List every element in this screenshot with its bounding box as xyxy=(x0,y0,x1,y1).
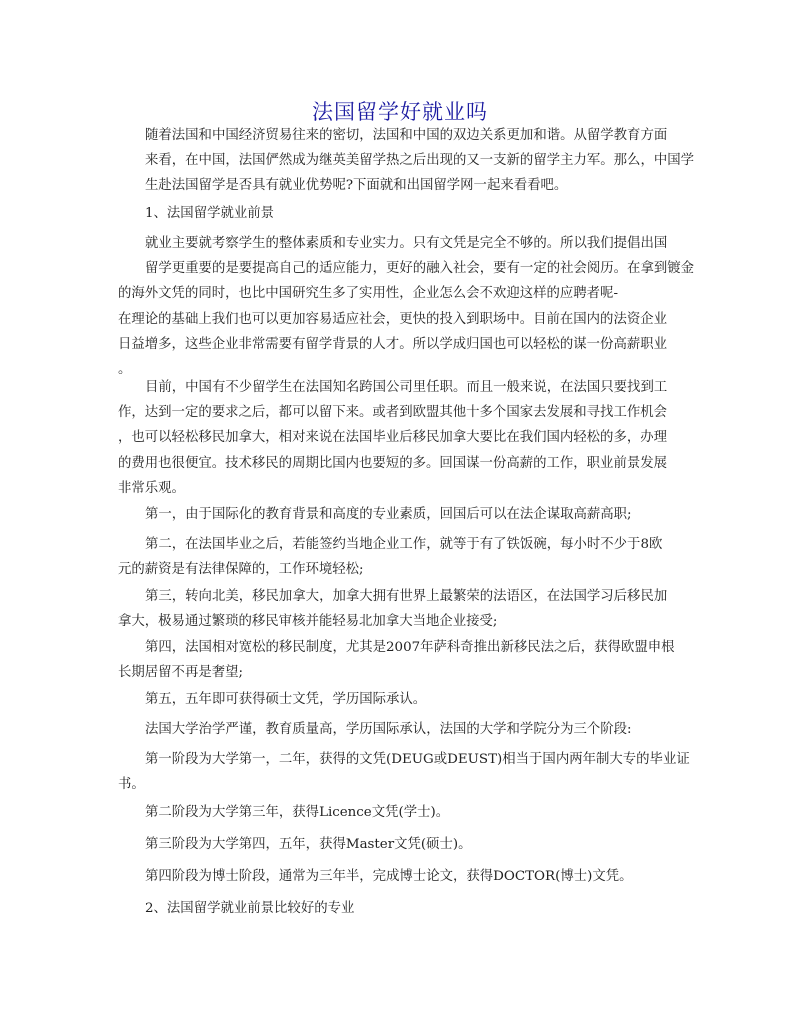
paragraph-fourth xyxy=(118,635,688,685)
text-line: 1、法国留学就业前景 xyxy=(145,206,275,221)
paragraph-stage-2 xyxy=(118,800,688,825)
paragraph-stage-4 xyxy=(118,864,688,889)
paragraph-fifth xyxy=(118,687,688,712)
paragraph-third xyxy=(118,584,688,634)
text-line: 第二，在法国毕业之后，若能签约当地企业工作，就等于有了铁饭碗，每小时不少于8欧 xyxy=(145,537,663,552)
paragraph-stage-1 xyxy=(118,747,688,797)
paragraph-first xyxy=(118,502,688,527)
text-line: 第四阶段为博士阶段，通常为三年半，完成博士论文，获得DOCTOR(博士)文凭。 xyxy=(145,869,633,884)
section-heading-1 xyxy=(118,201,688,226)
text-line: 第三阶段为大学第四，五年，获得Master文凭(硕士)。 xyxy=(145,837,472,852)
text-line: 第三，转向北美，移民加拿大，加拿大拥有世界上最繁荣的法语区，在法国学习后移民加 xyxy=(145,589,668,604)
text-line: 第二阶段为大学第三年，获得Licence文凭(学士)。 xyxy=(145,805,450,820)
text-line: 拿大，极易通过繁琐的移民审核并能轻易北加拿大当地企业接受; xyxy=(118,614,498,630)
text-line: 第一阶段为大学第一，二年，获得的文凭(DEUG或DEUST)相当于国内两年制大专的毕业证 xyxy=(145,752,690,767)
text-line: 第一，由于国际化的教育背景和高度的专业素质，回国后可以在法企谋取高薪高职; xyxy=(145,507,632,522)
section-heading-2 xyxy=(118,896,688,921)
text-line: ，也可以轻松移民加拿大，相对来说在法国毕业后移民加拿大要比在我们国内轻松的多，办理 xyxy=(118,430,668,446)
paragraph-stage-3 xyxy=(118,832,688,857)
paragraph-second xyxy=(118,532,688,582)
text-line: 来看，在中国，法国俨然成为继英美留学热之后出现的又一支新的留学主力军。那么，中国学 xyxy=(145,153,695,169)
paragraph-university xyxy=(118,717,688,742)
text-line: 生赴法国留学是否具有就业优势呢?下面就和出国留学网一起来看看吧。 xyxy=(145,178,568,194)
text-line: 目前，中国有不少留学生在法国知名跨国公司里任职。而且一般来说，在法国只要找到工 xyxy=(145,380,668,395)
text-line: 2、法国留学就业前景比较好的专业 xyxy=(145,901,355,916)
text-line: 第四，法国相对宽松的移民制度，尤其是2007年萨科奇推出新移民法之后，获得欧盟申根 xyxy=(145,640,675,655)
text-line: 在理论的基础上我们也可以更加容易适应社会，更快的投入到职场中。目前在国内的法资企业 xyxy=(118,311,668,327)
text-line: 就业主要就考察学生的整体素质和专业实力。只有文凭是完全不够的。所以我们提倡出国 xyxy=(145,236,668,251)
paragraph-employment xyxy=(118,231,695,382)
text-line: 日益增多，这些企业非常需要有留学背景的人才。所以学成归国也可以轻松的谋一份高薪职业 xyxy=(118,336,668,352)
text-line: 的海外文凭的同时，也比中国研究生多了实用性，企业怎么会不欢迎这样的应聘者呢- xyxy=(118,286,618,302)
text-line: 法国大学治学严谨，教育质量高，学历国际承认，法国的大学和学院分为三个阶段: xyxy=(145,722,632,737)
text-line: 。 xyxy=(118,362,132,378)
document-title: 法国留学好就业吗 xyxy=(312,100,488,124)
text-line: 随着法国和中国经济贸易往来的密切，法国和中国的双边关系更加和谐。从留学教育方面 xyxy=(145,128,668,143)
text-line: 作，达到一定的要求之后，都可以留下来。或者到欧盟其他十多个国家去发展和寻找工作机会 xyxy=(118,405,668,421)
text-line: 的费用也很便宜。技术移民的周期比国内也要短的多。回国谋一份高薪的工作，职业前景发展 xyxy=(118,455,668,471)
text-line: 第五，五年即可获得硕士文凭，学历国际承认。 xyxy=(145,692,427,707)
paragraph-intro xyxy=(118,123,695,199)
text-line: 元的薪资是有法律保障的，工作环境轻松; xyxy=(118,562,364,578)
text-line: 非常乐观。 xyxy=(118,480,185,496)
paragraph-current xyxy=(118,375,688,501)
text-line: 书。 xyxy=(118,777,145,793)
text-line: 留学更重要的是要提高自己的适应能力，更好的融入社会，要有一定的社会阅历。在拿到镀金 xyxy=(145,261,695,277)
text-line: 长期居留不再是奢望; xyxy=(118,665,244,681)
